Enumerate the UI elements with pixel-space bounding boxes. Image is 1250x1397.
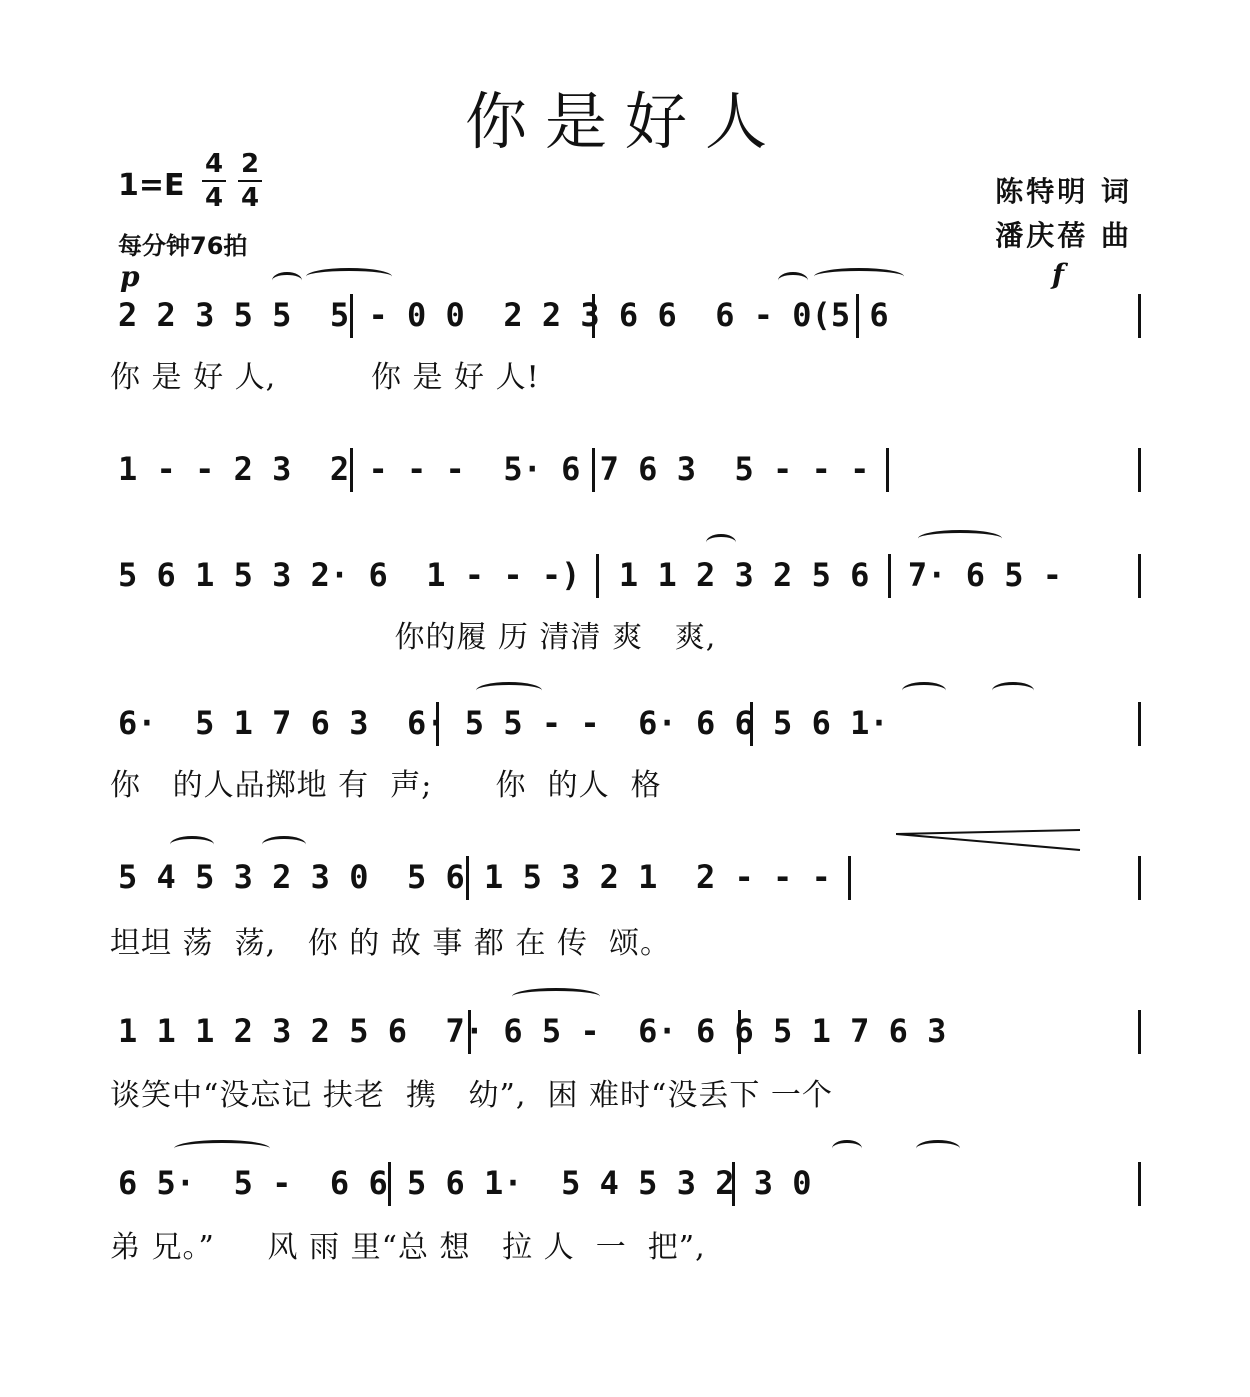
barline: [1138, 554, 1141, 598]
barline: [350, 294, 353, 338]
notation-line-2: [110, 444, 1150, 504]
notes-line-3: 5 6 1 5 3 2· 6 1 - - -) 1 1 2 3 2 5 6 7· 6 5 -: [118, 556, 1063, 594]
dynamic-piano: p: [120, 260, 140, 293]
barline: [856, 294, 859, 338]
notation-line-5: [110, 852, 1150, 912]
slur: [262, 836, 306, 853]
slur: [918, 530, 1002, 547]
lyricist-credit: 陈特明 词: [995, 175, 1132, 208]
song-title: 你是好人: [464, 85, 785, 158]
notes-line-1: 2 2 3 5 5 5 - 0 0 2 2 3 6 6 6 - 0(5 6: [118, 296, 889, 334]
barline: [592, 294, 595, 338]
barline: [1138, 294, 1141, 338]
slur: [706, 534, 736, 551]
slur: [814, 268, 904, 285]
lyrics-line-7: 弟 兄。” 风 雨 里“总 想 拉 人 一 把”,: [110, 1230, 706, 1265]
slur: [174, 1140, 270, 1157]
notation-line-6: [110, 1006, 1150, 1066]
barline: [1138, 1010, 1141, 1054]
slur: [902, 682, 946, 699]
barline: [738, 1010, 741, 1054]
barline: [350, 448, 353, 492]
decrescendo-hairpin: [896, 828, 1082, 856]
barline: [388, 1162, 391, 1206]
barline: [1138, 448, 1141, 492]
lyrics-line-4: 你 的人品掷地 有 声; 你 的人 格: [110, 768, 662, 803]
barline: [436, 702, 439, 746]
barline: [1138, 856, 1141, 900]
notes-line-4: 6· 5 1 7 6 3 6· 5 5 - - 6· 6 6 5 6 1·: [118, 704, 889, 742]
notation-line-3: [110, 550, 1150, 610]
barline: [886, 448, 889, 492]
dynamic-forte: f: [1052, 258, 1065, 291]
slur: [992, 682, 1034, 699]
lyrics-line-3: 你的履 历 清清 爽 爽,: [110, 620, 717, 655]
notes-line-5: 5 4 5 3 2 3 0 5 6 1 5 3 2 1 2 - - -: [118, 858, 831, 896]
key-signature: 1=E: [118, 168, 185, 203]
slur: [170, 836, 214, 853]
slur: [512, 988, 600, 1005]
slur: [916, 1140, 960, 1157]
slur: [778, 272, 808, 289]
slur: [476, 682, 542, 699]
barline: [750, 702, 753, 746]
notes-line-7: 6 5· 5 - 6 6 5 6 1· 5 4 5 3 2 3 0: [118, 1164, 812, 1202]
notation-line-7: [110, 1158, 1150, 1218]
slur: [832, 1140, 862, 1157]
barline: [1138, 1162, 1141, 1206]
barline: [848, 856, 851, 900]
slur: [272, 272, 302, 289]
notation-line-4: [110, 698, 1150, 758]
barline: [468, 1010, 471, 1054]
time-signature-2-4: 2 4: [234, 148, 266, 214]
barline: [592, 448, 595, 492]
lyrics-line-1: 你 是 好 人, 你 是 好 人!: [110, 360, 540, 395]
composer-credit: 潘庆蓓 曲: [995, 219, 1132, 252]
barline: [466, 856, 469, 900]
lyrics-line-5: 坦坦 荡 荡, 你 的 故 事 都 在 传 颂。: [110, 926, 672, 961]
lyrics-line-6: 谈笑中“没忘记 扶老 携 幼”, 困 难时“没丢下 一个: [110, 1078, 833, 1113]
notes-line-6: 1 1 1 2 3 2 5 6 7· 6 5 - 6· 6 6 5 1 7 6 3: [118, 1012, 947, 1050]
notation-line-1: [110, 290, 1150, 350]
repeat-barline: [596, 554, 599, 598]
barline: [1138, 702, 1141, 746]
barline: [732, 1162, 735, 1206]
tempo-marking: 每分钟76拍: [118, 232, 248, 260]
barline: [888, 554, 891, 598]
notes-line-2: 1 - - 2 3 2 - - - 5· 6 7 6 3 5 - - -: [118, 450, 870, 488]
time-signature-4-4: 4 4: [198, 148, 230, 214]
slur: [306, 268, 392, 285]
